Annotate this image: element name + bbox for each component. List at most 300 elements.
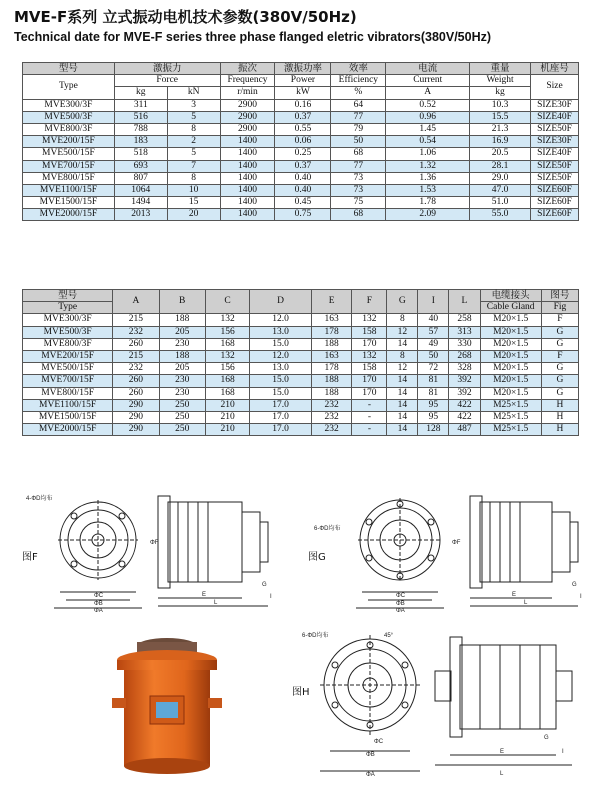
page-title-en: Technical date for MVE-F series three phase flanged eletric vibrators(380V/50Hz): [14, 30, 492, 44]
unit-weight-kg: kg: [470, 87, 531, 99]
table-cell: G: [541, 387, 578, 399]
table-cell: 2900: [220, 111, 275, 123]
dim-header-gland-en: Cable Gland: [480, 302, 541, 314]
table-cell: 68: [331, 209, 386, 221]
table-cell: MVE300/3F: [23, 99, 115, 111]
table-cell: MVE1100/15F: [23, 399, 113, 411]
table-cell: 20: [167, 209, 220, 221]
performance-row: [23, 160, 579, 172]
table-cell: 132: [205, 350, 249, 362]
table-cell: 73: [331, 184, 386, 196]
table-cell: 0.52: [386, 99, 470, 111]
table-cell: 188: [311, 375, 352, 387]
table-cell: 268: [449, 350, 480, 362]
dim-header-gland-cn: 电缆接头: [480, 290, 541, 302]
table-cell: 260: [113, 387, 159, 399]
header-efficiency-en: Efficiency: [331, 75, 386, 87]
fig-f-e-label: E: [202, 592, 207, 598]
table-cell: 1494: [114, 197, 167, 209]
table-cell: 79: [331, 123, 386, 135]
table-cell: 17.0: [250, 411, 312, 423]
table-cell: 188: [311, 387, 352, 399]
table-cell: 15: [167, 197, 220, 209]
table-cell: 1400: [220, 209, 275, 221]
table-cell: -: [352, 424, 387, 436]
table-cell: 12.0: [250, 350, 312, 362]
table-cell: 205: [159, 363, 205, 375]
table-cell: G: [541, 375, 578, 387]
table-cell: SIZE50F: [530, 160, 578, 172]
table-cell: 128: [418, 424, 449, 436]
table-cell: MVE300/3F: [23, 314, 113, 326]
table-cell: 250: [159, 411, 205, 423]
table-cell: 1.45: [386, 123, 470, 135]
table-cell: MVE500/3F: [23, 111, 115, 123]
table-cell: 156: [205, 326, 249, 338]
table-cell: 14: [387, 424, 418, 436]
table-cell: SIZE50F: [530, 123, 578, 135]
fig-f-l-label: L: [214, 600, 218, 606]
table-cell: 20.5: [470, 148, 531, 160]
table-cell: SIZE50F: [530, 172, 578, 184]
table-cell: 392: [449, 375, 480, 387]
table-cell: 55.0: [470, 209, 531, 221]
table-cell: MVE800/3F: [23, 123, 115, 135]
table-cell: 163: [311, 350, 352, 362]
dimension-row: [23, 375, 579, 387]
table-cell: 75: [331, 197, 386, 209]
dim-header-d: D: [250, 290, 312, 314]
table-cell: 12: [387, 326, 418, 338]
table-cell: 1400: [220, 148, 275, 160]
table-cell: 14: [387, 399, 418, 411]
table-cell: 516: [114, 111, 167, 123]
header-type-cn: 型号: [23, 63, 115, 75]
performance-table: [22, 62, 579, 221]
table-cell: 230: [159, 375, 205, 387]
fig-h-phia-label: ΦA: [366, 772, 375, 778]
table-cell: SIZE40F: [530, 148, 578, 160]
table-cell: 0.37: [275, 160, 331, 172]
table-cell: 422: [449, 399, 480, 411]
table-cell: 693: [114, 160, 167, 172]
table-cell: 1.78: [386, 197, 470, 209]
performance-row: [23, 111, 579, 123]
dimension-row: [23, 411, 579, 423]
table-cell: MVE500/15F: [23, 148, 115, 160]
table-cell: 81: [418, 375, 449, 387]
table-cell: 230: [159, 338, 205, 350]
table-cell: SIZE30F: [530, 99, 578, 111]
table-cell: 188: [159, 314, 205, 326]
dim-header-i: I: [418, 290, 449, 314]
dimension-row: [23, 387, 579, 399]
table-cell: 487: [449, 424, 480, 436]
figure-f-drawing: [18, 488, 303, 613]
table-cell: 17.0: [250, 399, 312, 411]
fig-f-g-label: G: [262, 582, 267, 588]
table-cell: 132: [205, 314, 249, 326]
unit-rmin: r/min: [220, 87, 275, 99]
dimension-row: [23, 424, 579, 436]
performance-row: [23, 184, 579, 196]
table-cell: 170: [352, 387, 387, 399]
table-cell: 16.9: [470, 136, 531, 148]
table-cell: 13.0: [250, 363, 312, 375]
dimension-table: [22, 289, 579, 436]
fig-h-l-label: L: [500, 771, 504, 777]
table-cell: 3: [167, 99, 220, 111]
table-cell: 2900: [220, 99, 275, 111]
table-cell: MVE2000/15F: [23, 424, 113, 436]
table-cell: 1400: [220, 160, 275, 172]
header-current-en: Current: [386, 75, 470, 87]
table-cell: M20×1.5: [480, 387, 541, 399]
table-cell: M25×1.5: [480, 399, 541, 411]
table-cell: 215: [113, 314, 159, 326]
table-cell: MVE2000/15F: [23, 209, 115, 221]
performance-table-body: [23, 99, 579, 221]
table-cell: 158: [352, 363, 387, 375]
fig-h-holes-label: 6-ΦD均布: [302, 633, 329, 639]
fig-g-phia-label: ΦA: [396, 608, 405, 613]
fig-g-i-label: I: [580, 594, 582, 600]
dim-header-l: L: [449, 290, 480, 314]
table-cell: 132: [352, 350, 387, 362]
fig-g-phif-label: ΦF: [452, 540, 461, 546]
table-cell: 168: [205, 375, 249, 387]
header-force-en: Force: [114, 75, 220, 87]
table-cell: 8: [387, 350, 418, 362]
fig-f-phif-label: ΦF: [150, 540, 159, 546]
table-cell: 29.0: [470, 172, 531, 184]
table-cell: 8: [167, 123, 220, 135]
table-cell: 12: [387, 363, 418, 375]
table-cell: 51.0: [470, 197, 531, 209]
table-cell: 13.0: [250, 326, 312, 338]
table-cell: F: [541, 350, 578, 362]
table-cell: 49: [418, 338, 449, 350]
table-cell: 290: [113, 399, 159, 411]
fig-g-e-label: E: [512, 592, 517, 598]
fig-f-phic-label: ΦC: [94, 593, 104, 599]
table-cell: 0.40: [275, 184, 331, 196]
table-cell: M20×1.5: [480, 375, 541, 387]
table-cell: 330: [449, 338, 480, 350]
unit-kw: kW: [275, 87, 331, 99]
table-cell: 0.25: [275, 148, 331, 160]
table-cell: 290: [113, 424, 159, 436]
performance-row: [23, 209, 579, 221]
table-cell: 1.53: [386, 184, 470, 196]
product-photo: [112, 630, 222, 780]
fig-h-angle-label: 45°: [384, 633, 394, 639]
table-cell: 47.0: [470, 184, 531, 196]
table-cell: 40: [418, 314, 449, 326]
table-cell: 230: [159, 387, 205, 399]
table-cell: 1400: [220, 184, 275, 196]
unit-percent: %: [331, 87, 386, 99]
table-cell: M25×1.5: [480, 424, 541, 436]
table-cell: H: [541, 399, 578, 411]
table-cell: 250: [159, 424, 205, 436]
header-power-en: Power: [275, 75, 331, 87]
table-cell: 1.32: [386, 160, 470, 172]
page-title-cn: MVE-F系列 立式振动电机技术参数(380V/50Hz): [14, 8, 357, 26]
performance-row: [23, 148, 579, 160]
header-type-en: Type: [23, 75, 115, 99]
table-cell: 178: [311, 326, 352, 338]
table-cell: 1.36: [386, 172, 470, 184]
table-cell: 81: [418, 387, 449, 399]
table-cell: 14: [387, 411, 418, 423]
table-cell: G: [541, 326, 578, 338]
dim-header-b: B: [159, 290, 205, 314]
table-cell: M25×1.5: [480, 411, 541, 423]
dimension-row: [23, 363, 579, 375]
fig-g-holes-label: 6-ΦD均布: [314, 526, 341, 532]
table-cell: 0.75: [275, 209, 331, 221]
table-cell: SIZE60F: [530, 209, 578, 221]
dim-header-type-cn: 型号: [23, 290, 113, 302]
table-cell: 14: [387, 338, 418, 350]
table-cell: 188: [311, 338, 352, 350]
table-cell: 132: [352, 314, 387, 326]
figure-g-label: 图G: [308, 552, 326, 563]
table-cell: MVE1500/15F: [23, 411, 113, 423]
dim-header-g: G: [387, 290, 418, 314]
dimension-row: [23, 399, 579, 411]
performance-row: [23, 172, 579, 184]
dimension-row: [23, 314, 579, 326]
table-cell: 17.0: [250, 424, 312, 436]
fig-f-i-label: I: [270, 594, 272, 600]
table-cell: -: [352, 399, 387, 411]
table-cell: 73: [331, 172, 386, 184]
fig-g-phib-label: ΦB: [396, 601, 405, 607]
dim-header-type-en: Type: [23, 302, 113, 314]
table-cell: 77: [331, 111, 386, 123]
table-cell: 422: [449, 411, 480, 423]
table-cell: G: [541, 338, 578, 350]
table-cell: 15.5: [470, 111, 531, 123]
table-cell: MVE1100/15F: [23, 184, 115, 196]
table-cell: M20×1.5: [480, 338, 541, 350]
performance-row: [23, 136, 579, 148]
table-cell: 0.16: [275, 99, 331, 111]
header-weight-en: Weight: [470, 75, 531, 87]
dim-header-e: E: [311, 290, 352, 314]
table-cell: 178: [311, 363, 352, 375]
table-cell: 250: [159, 399, 205, 411]
table-cell: 50: [418, 350, 449, 362]
table-cell: SIZE40F: [530, 111, 578, 123]
table-cell: 170: [352, 338, 387, 350]
performance-row: [23, 99, 579, 111]
table-cell: 0.55: [275, 123, 331, 135]
table-cell: 21.3: [470, 123, 531, 135]
figure-h-drawing: [300, 625, 590, 785]
header-frequency-en: Frequency: [220, 75, 275, 87]
dim-header-fig-en: Fig: [541, 302, 578, 314]
table-cell: 168: [205, 338, 249, 350]
table-cell: SIZE30F: [530, 136, 578, 148]
table-cell: 14: [387, 387, 418, 399]
fig-g-g-label: G: [572, 582, 577, 588]
dim-header-fig-cn: 图号: [541, 290, 578, 302]
figure-f-label: 图F: [22, 552, 38, 563]
table-cell: 0.06: [275, 136, 331, 148]
unit-ampere: A: [386, 87, 470, 99]
figure-g-drawing: [300, 488, 590, 613]
table-cell: 68: [331, 148, 386, 160]
table-cell: 183: [114, 136, 167, 148]
table-cell: MVE200/15F: [23, 136, 115, 148]
table-cell: 1.06: [386, 148, 470, 160]
table-cell: 8: [167, 172, 220, 184]
table-cell: 77: [331, 160, 386, 172]
table-cell: 232: [311, 399, 352, 411]
fig-f-holes-label: 4-ΦD均布: [26, 496, 53, 502]
performance-row: [23, 123, 579, 135]
table-cell: 2900: [220, 123, 275, 135]
table-cell: 0.40: [275, 172, 331, 184]
header-size-cn: 机座号: [530, 63, 578, 75]
table-cell: MVE200/15F: [23, 350, 113, 362]
table-cell: 72: [418, 363, 449, 375]
table-cell: 210: [205, 411, 249, 423]
table-cell: 156: [205, 363, 249, 375]
table-cell: MVE1500/15F: [23, 197, 115, 209]
fig-f-phia-label: ΦA: [94, 608, 103, 613]
table-cell: MVE500/15F: [23, 363, 113, 375]
table-cell: MVE800/15F: [23, 387, 113, 399]
table-cell: 8: [387, 314, 418, 326]
dim-header-f: F: [352, 290, 387, 314]
table-cell: H: [541, 411, 578, 423]
header-frequency-cn: 振次: [220, 63, 275, 75]
table-cell: 1400: [220, 197, 275, 209]
dimension-table-body: [23, 314, 579, 436]
table-cell: 232: [311, 411, 352, 423]
table-cell: 0.96: [386, 111, 470, 123]
figure-h-label: 图H: [292, 687, 310, 698]
table-cell: 1064: [114, 184, 167, 196]
table-cell: 64: [331, 99, 386, 111]
table-cell: 1400: [220, 136, 275, 148]
table-cell: 95: [418, 399, 449, 411]
table-cell: M20×1.5: [480, 326, 541, 338]
table-cell: 50: [331, 136, 386, 148]
fig-f-phib-label: ΦB: [94, 601, 103, 607]
table-cell: MVE700/15F: [23, 160, 115, 172]
table-cell: 170: [352, 375, 387, 387]
table-cell: 0.45: [275, 197, 331, 209]
table-cell: 28.1: [470, 160, 531, 172]
fig-h-phic-label: ΦC: [374, 739, 384, 745]
header-efficiency-cn: 效率: [331, 63, 386, 75]
table-cell: 188: [159, 350, 205, 362]
header-weight-cn: 重量: [470, 63, 531, 75]
performance-row: [23, 197, 579, 209]
fig-g-l-label: L: [524, 600, 528, 606]
table-cell: SIZE60F: [530, 184, 578, 196]
table-cell: G: [541, 363, 578, 375]
table-cell: MVE700/15F: [23, 375, 113, 387]
table-cell: 15.0: [250, 387, 312, 399]
dimension-row: [23, 338, 579, 350]
table-cell: 57: [418, 326, 449, 338]
fig-g-phic-label: ΦC: [396, 593, 406, 599]
table-cell: M20×1.5: [480, 314, 541, 326]
unit-kn: kN: [167, 87, 220, 99]
table-cell: 311: [114, 99, 167, 111]
table-cell: 5: [167, 148, 220, 160]
table-cell: 232: [113, 363, 159, 375]
table-cell: 168: [205, 387, 249, 399]
table-cell: H: [541, 424, 578, 436]
table-cell: 788: [114, 123, 167, 135]
table-cell: 95: [418, 411, 449, 423]
table-cell: 260: [113, 338, 159, 350]
table-cell: 10.3: [470, 99, 531, 111]
fig-h-g-label: G: [544, 735, 549, 741]
dimension-row: [23, 350, 579, 362]
table-cell: 12.0: [250, 314, 312, 326]
unit-kg: kg: [114, 87, 167, 99]
table-cell: 260: [113, 375, 159, 387]
table-cell: MVE800/15F: [23, 172, 115, 184]
table-cell: M20×1.5: [480, 363, 541, 375]
table-cell: MVE500/3F: [23, 326, 113, 338]
table-cell: 15.0: [250, 375, 312, 387]
fig-h-e-label: E: [500, 749, 505, 755]
table-cell: 163: [311, 314, 352, 326]
table-cell: 0.54: [386, 136, 470, 148]
table-cell: 210: [205, 399, 249, 411]
table-cell: SIZE60F: [530, 197, 578, 209]
table-cell: 807: [114, 172, 167, 184]
table-cell: 290: [113, 411, 159, 423]
table-cell: 15.0: [250, 338, 312, 350]
dimension-row: [23, 326, 579, 338]
table-cell: 2: [167, 136, 220, 148]
table-cell: 232: [311, 424, 352, 436]
table-cell: 1400: [220, 172, 275, 184]
table-cell: 210: [205, 424, 249, 436]
header-force-cn: 激振力: [114, 63, 220, 75]
table-cell: 392: [449, 387, 480, 399]
table-cell: -: [352, 411, 387, 423]
dim-header-c: C: [205, 290, 249, 314]
table-cell: 215: [113, 350, 159, 362]
table-cell: 14: [387, 375, 418, 387]
table-cell: 518: [114, 148, 167, 160]
table-cell: F: [541, 314, 578, 326]
table-cell: MVE800/3F: [23, 338, 113, 350]
table-cell: 2.09: [386, 209, 470, 221]
table-cell: 205: [159, 326, 205, 338]
table-cell: 7: [167, 160, 220, 172]
table-cell: 232: [113, 326, 159, 338]
table-cell: 328: [449, 363, 480, 375]
header-size-en: Size: [530, 75, 578, 99]
table-cell: 158: [352, 326, 387, 338]
table-cell: 2013: [114, 209, 167, 221]
header-power-cn: 激振功率: [275, 63, 331, 75]
header-current-cn: 电流: [386, 63, 470, 75]
table-cell: 313: [449, 326, 480, 338]
